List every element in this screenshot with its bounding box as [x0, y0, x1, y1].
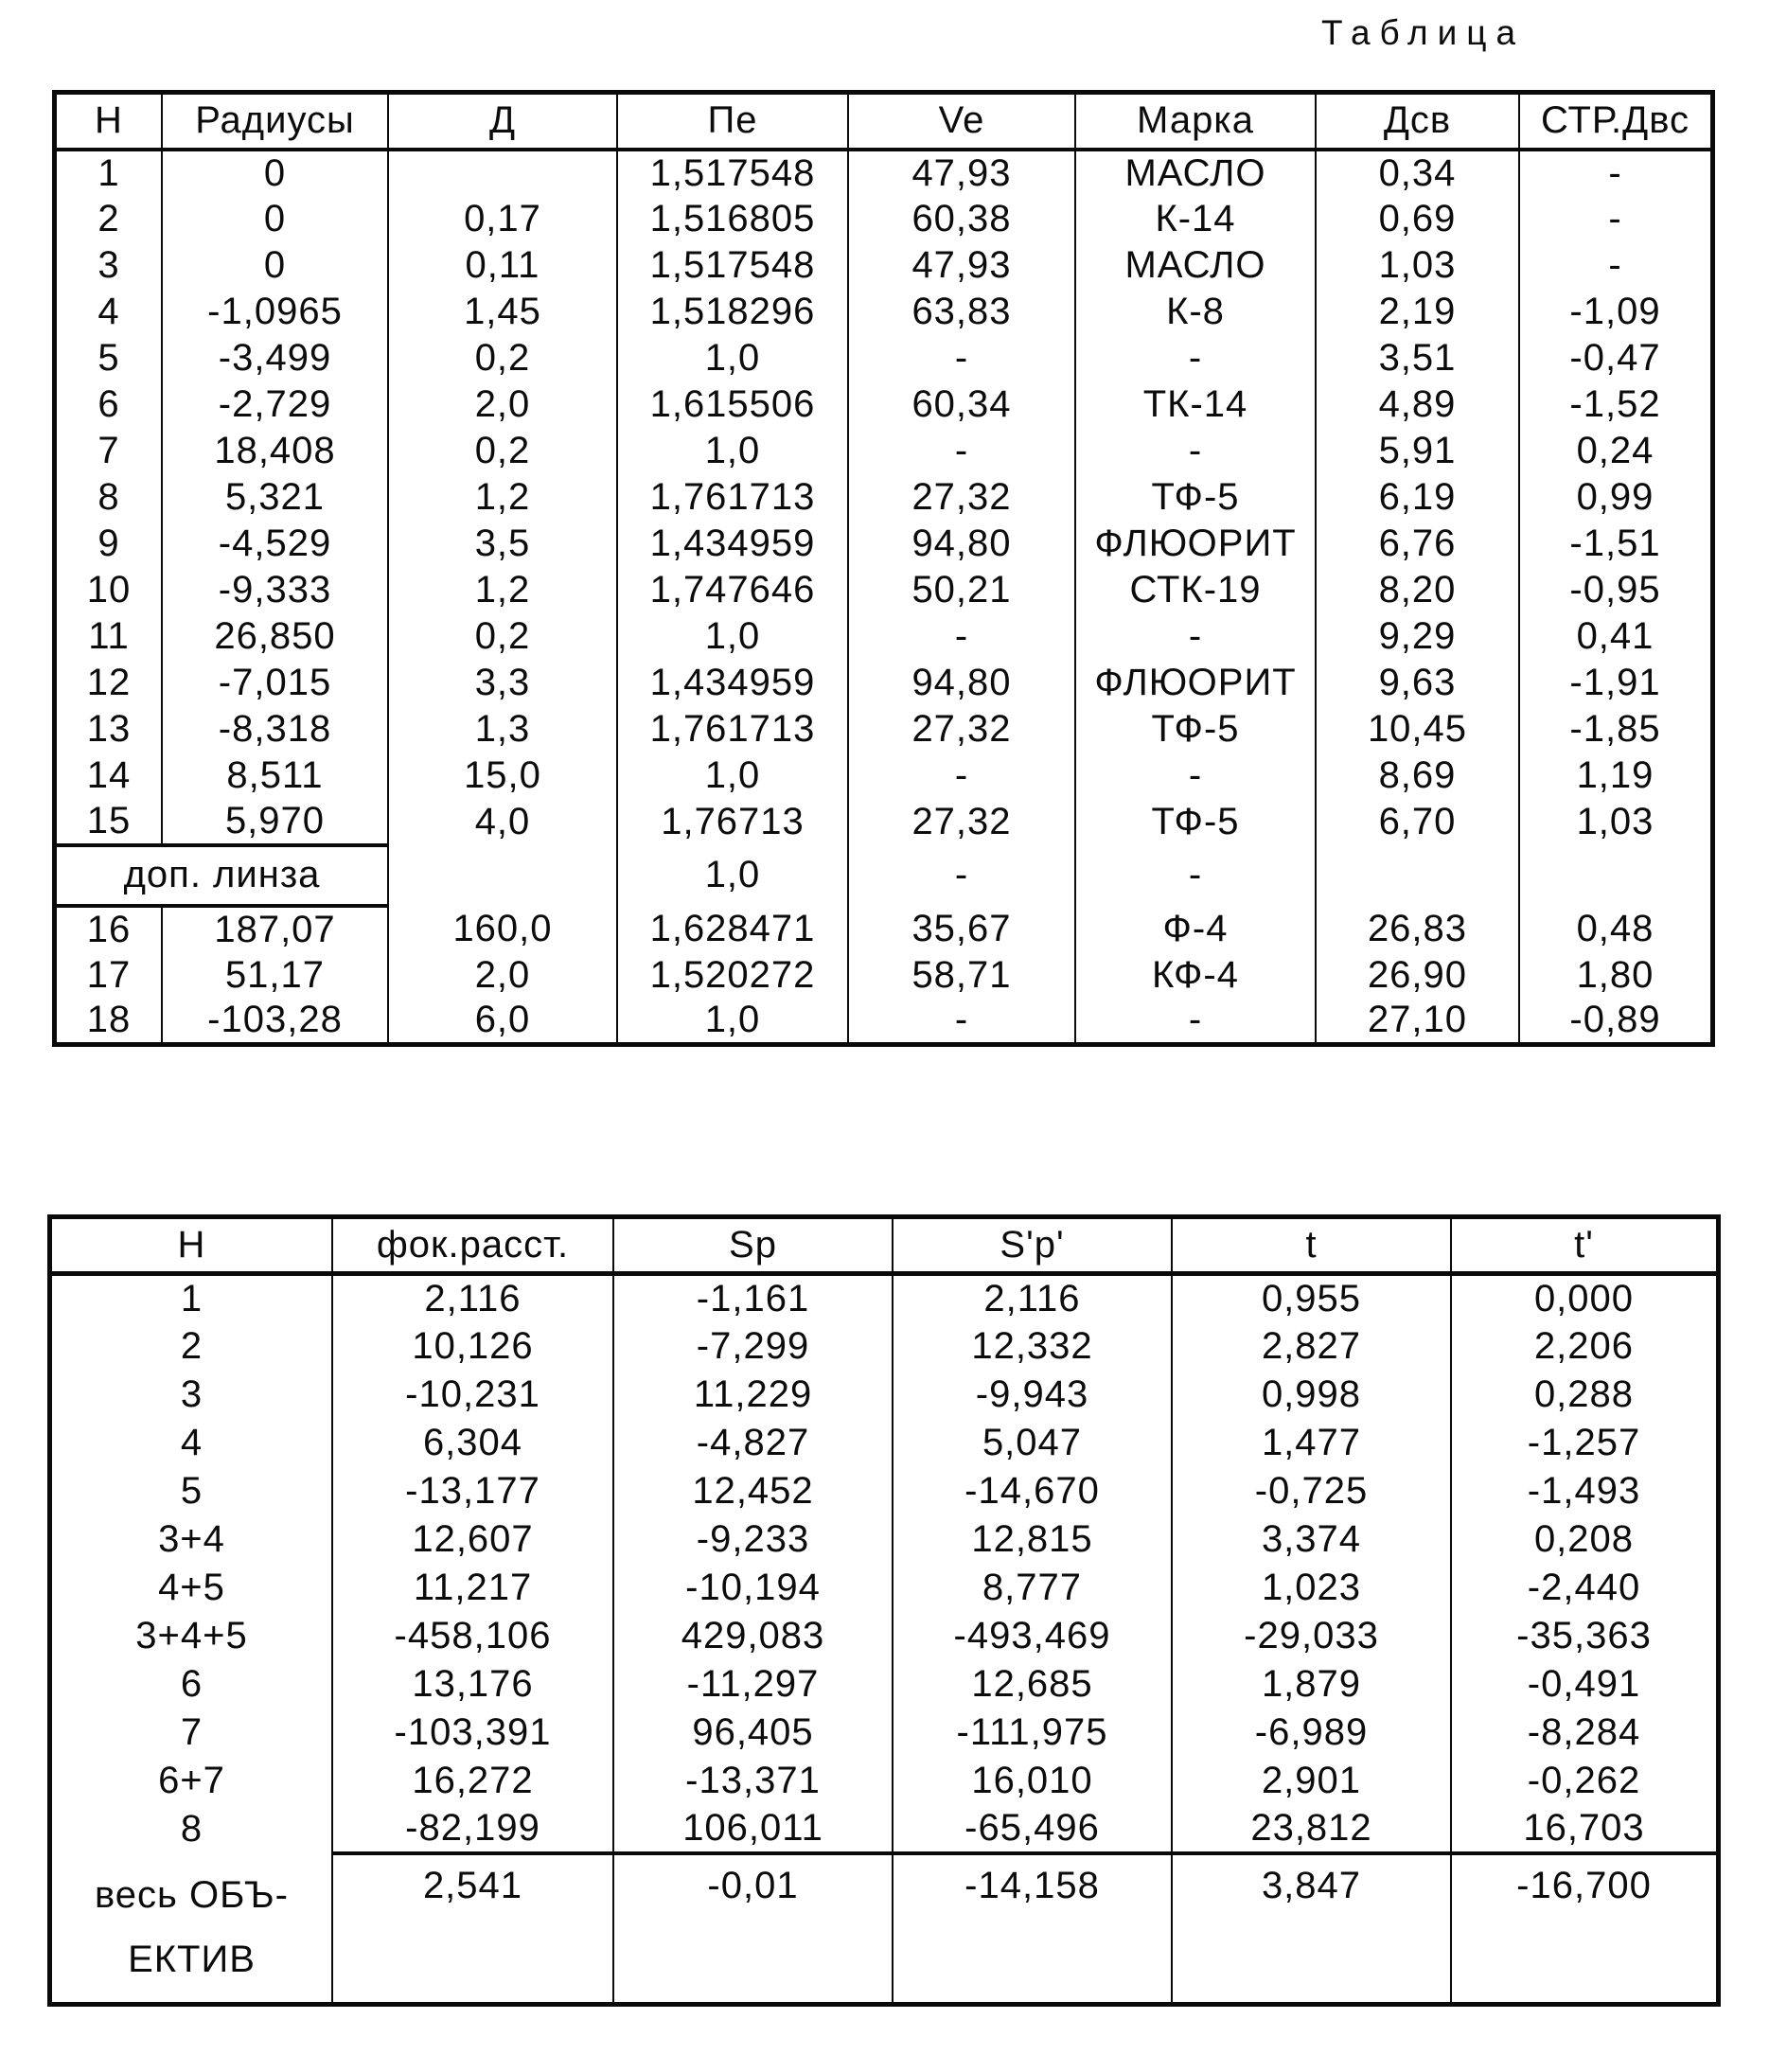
surface-row: [55, 196, 1713, 242]
surface-cell: 1,615506: [617, 381, 848, 428]
parameter-cell: 2,541: [332, 1853, 613, 2005]
surface-cell: 1: [55, 150, 163, 196]
parameter-row: [50, 1709, 1719, 1757]
parameter-cell: 2,116: [893, 1274, 1172, 1322]
surface-cell: 11: [55, 613, 163, 660]
surface-cell: -4,529: [162, 521, 388, 567]
surface-cell: -9,333: [162, 567, 388, 613]
surface-row: [55, 952, 1713, 999]
surface-cell: 10,45: [1316, 706, 1519, 753]
parameter-cell: -7,299: [613, 1322, 893, 1371]
surface-cell: 5,91: [1316, 428, 1519, 474]
surface-cell: ФЛЮОРИТ: [1075, 521, 1316, 567]
column-header: S'p': [893, 1217, 1172, 1274]
surface-cell: -: [1075, 845, 1316, 906]
surface-cell: -: [1519, 242, 1713, 289]
surface-cell: 27,10: [1316, 999, 1519, 1045]
parameter-cell: -10,194: [613, 1564, 893, 1612]
parameter-cell: 5,047: [893, 1419, 1172, 1467]
surface-row: [55, 381, 1713, 428]
surface-cell: 6,70: [1316, 799, 1519, 845]
focal-parameters-table: [47, 1214, 1721, 2007]
surface-cell: 7: [55, 428, 163, 474]
parameter-cell: 12,332: [893, 1322, 1172, 1371]
surface-row: [55, 428, 1713, 474]
surface-cell: 1,76713: [617, 799, 848, 845]
parameter-cell: 0,955: [1172, 1274, 1451, 1322]
surface-cell: 1,747646: [617, 567, 848, 613]
parameter-cell: -0,491: [1451, 1660, 1719, 1709]
surface-cell: 6,76: [1316, 521, 1519, 567]
surface-cell: 5,970: [162, 799, 388, 845]
surface-cell: 50,21: [848, 567, 1075, 613]
surface-cell: 14: [55, 753, 163, 799]
surface-cell: 3,3: [388, 660, 617, 706]
surface-cell: 0,34: [1316, 150, 1519, 196]
parameter-cell: -9,233: [613, 1515, 893, 1564]
parameter-cell: 5: [50, 1467, 333, 1515]
parameter-cell: -1,493: [1451, 1467, 1719, 1515]
surface-cell: 60,34: [848, 381, 1075, 428]
surface-cell: 0,24: [1519, 428, 1713, 474]
surface-cell: 1,45: [388, 289, 617, 335]
surface-cell: 160,0: [388, 906, 617, 952]
surface-cell: [388, 845, 617, 906]
parameter-cell: -0,01: [613, 1853, 893, 2005]
parameter-cell: 16,272: [332, 1757, 613, 1805]
parameter-cell: -1,161: [613, 1274, 893, 1322]
surface-cell: 60,38: [848, 196, 1075, 242]
surface-cell: 3: [55, 242, 163, 289]
surface-cell: 94,80: [848, 521, 1075, 567]
parameter-cell: 2,206: [1451, 1322, 1719, 1371]
parameter-cell: 0,000: [1451, 1274, 1719, 1322]
parameter-cell: 8,777: [893, 1564, 1172, 1612]
surface-cell: 26,90: [1316, 952, 1519, 999]
surface-cell: 0,69: [1316, 196, 1519, 242]
parameter-cell: 3+4+5: [50, 1612, 333, 1660]
parameter-cell: -10,231: [332, 1371, 613, 1419]
surface-cell: -8,318: [162, 706, 388, 753]
surface-cell: 2,0: [388, 381, 617, 428]
parameter-cell: -0,725: [1172, 1467, 1451, 1515]
surface-cell: 3,51: [1316, 335, 1519, 381]
surface-cell: -: [1519, 196, 1713, 242]
surface-cell: 47,93: [848, 242, 1075, 289]
surface-cell: 4,89: [1316, 381, 1519, 428]
surface-cell: 1,516805: [617, 196, 848, 242]
surface-row: [55, 567, 1713, 613]
surface-cell: 0,99: [1519, 474, 1713, 521]
surface-cell: -: [848, 753, 1075, 799]
surface-cell: 1,2: [388, 567, 617, 613]
parameter-cell: 6: [50, 1660, 333, 1709]
surface-cell: 58,71: [848, 952, 1075, 999]
surface-cell: 12: [55, 660, 163, 706]
surface-row: [55, 999, 1713, 1045]
parameter-cell: 3: [50, 1371, 333, 1419]
surface-cell: 0,2: [388, 428, 617, 474]
parameter-cell: 0,998: [1172, 1371, 1451, 1419]
parameter-cell: 1,023: [1172, 1564, 1451, 1612]
parameter-row: [50, 1805, 1719, 1853]
parameter-cell: 10,126: [332, 1322, 613, 1371]
surface-cell: 1,0: [617, 845, 848, 906]
surface-cell: -0,95: [1519, 567, 1713, 613]
parameter-cell: -103,391: [332, 1709, 613, 1757]
surface-cell: -7,015: [162, 660, 388, 706]
table2-header-row: [50, 1217, 1719, 1274]
surface-cell: 5: [55, 335, 163, 381]
column-header: t': [1451, 1217, 1719, 1274]
surface-cell: 10: [55, 567, 163, 613]
surface-cell: -103,28: [162, 999, 388, 1045]
column-header: СТР.Двс: [1519, 93, 1713, 150]
parameter-cell: -14,670: [893, 1467, 1172, 1515]
parameter-cell: 3,374: [1172, 1515, 1451, 1564]
surface-cell: ТФ-5: [1075, 706, 1316, 753]
surface-cell: ТФ-5: [1075, 474, 1316, 521]
parameter-cell: -458,106: [332, 1612, 613, 1660]
surface-cell: К-8: [1075, 289, 1316, 335]
surface-cell: 51,17: [162, 952, 388, 999]
parameter-cell: -16,700: [1451, 1853, 1719, 2005]
surface-cell: -: [848, 335, 1075, 381]
parameter-cell: -111,975: [893, 1709, 1172, 1757]
parameter-cell: 11,229: [613, 1371, 893, 1419]
parameter-row: [50, 1371, 1719, 1419]
surface-row: [55, 474, 1713, 521]
parameter-row: [50, 1274, 1719, 1322]
surface-cell: -: [1075, 613, 1316, 660]
surface-cell: 1,19: [1519, 753, 1713, 799]
surface-cell: -: [1075, 753, 1316, 799]
surface-cell: 1,0: [617, 335, 848, 381]
surface-cell: -1,52: [1519, 381, 1713, 428]
surface-cell: 2: [55, 196, 163, 242]
parameter-cell: 2,901: [1172, 1757, 1451, 1805]
surface-cell: 18: [55, 999, 163, 1045]
parameter-cell: 7: [50, 1709, 333, 1757]
surface-cell: 15: [55, 799, 163, 845]
surface-cell: 6: [55, 381, 163, 428]
parameter-cell: -8,284: [1451, 1709, 1719, 1757]
surface-cell: 9,29: [1316, 613, 1519, 660]
parameter-cell: 13,176: [332, 1660, 613, 1709]
surface-cell: 27,32: [848, 706, 1075, 753]
parameter-cell: 12,685: [893, 1660, 1172, 1709]
column-header: Радиусы: [162, 93, 388, 150]
surface-cell: 9,63: [1316, 660, 1519, 706]
column-header: Sp: [613, 1217, 893, 1274]
parameter-row: [50, 1467, 1719, 1515]
surface-cell: 8: [55, 474, 163, 521]
surface-cell: -2,729: [162, 381, 388, 428]
surface-cell: 47,93: [848, 150, 1075, 196]
surface-cell: 26,850: [162, 613, 388, 660]
surface-row: [55, 799, 1713, 845]
surface-cell: 8,511: [162, 753, 388, 799]
parameter-cell: 96,405: [613, 1709, 893, 1757]
surface-cell: 2,0: [388, 952, 617, 999]
surface-cell: 0,11: [388, 242, 617, 289]
surface-cell: МАСЛО: [1075, 150, 1316, 196]
surface-cell: 0,2: [388, 335, 617, 381]
surface-row: [55, 242, 1713, 289]
surface-cell: 1,0: [617, 999, 848, 1045]
parameter-cell: -1,257: [1451, 1419, 1719, 1467]
surface-cell: ТФ-5: [1075, 799, 1316, 845]
surface-cell: МАСЛО: [1075, 242, 1316, 289]
parameter-row: [50, 1612, 1719, 1660]
surface-row: [55, 613, 1713, 660]
surface-cell: 27,32: [848, 799, 1075, 845]
surface-cell: 27,32: [848, 474, 1075, 521]
parameter-cell: -13,177: [332, 1467, 613, 1515]
surface-cell: 0: [162, 196, 388, 242]
surface-cell: 8,20: [1316, 567, 1519, 613]
parameter-cell: 16,703: [1451, 1805, 1719, 1853]
parameter-row: [50, 1660, 1719, 1709]
column-header: Н: [50, 1217, 333, 1274]
surface-cell: 1,761713: [617, 706, 848, 753]
surface-cell: 0: [162, 150, 388, 196]
surface-cell: -: [1075, 335, 1316, 381]
surface-cell: 9: [55, 521, 163, 567]
parameter-cell: 12,607: [332, 1515, 613, 1564]
column-header: Н: [55, 93, 163, 150]
parameter-row: [50, 1419, 1719, 1467]
parameter-cell: -2,440: [1451, 1564, 1719, 1612]
surface-row: [55, 706, 1713, 753]
column-header: Ve: [848, 93, 1075, 150]
surface-cell: 1,518296: [617, 289, 848, 335]
surface-cell: -: [1519, 150, 1713, 196]
page-title: Таблица: [1321, 13, 1526, 52]
surface-cell: -: [848, 613, 1075, 660]
parameter-row: [50, 1515, 1719, 1564]
column-header: Дсв: [1316, 93, 1519, 150]
surface-cell: 1,2: [388, 474, 617, 521]
surface-cell: 6,0: [388, 999, 617, 1045]
parameter-cell: 8: [50, 1805, 333, 1853]
surface-cell: 4: [55, 289, 163, 335]
surface-cell: -: [848, 845, 1075, 906]
parameter-cell: -11,297: [613, 1660, 893, 1709]
parameter-cell: 16,010: [893, 1757, 1172, 1805]
surface-cell: 1,3: [388, 706, 617, 753]
surface-cell: 1,517548: [617, 150, 848, 196]
parameter-cell: 12,452: [613, 1467, 893, 1515]
parameter-cell: 1,879: [1172, 1660, 1451, 1709]
extra-lens-label: доп. линза: [55, 845, 389, 906]
extra-lens-row: [55, 845, 1713, 906]
surface-cell: 35,67: [848, 906, 1075, 952]
surface-cell: 0,17: [388, 196, 617, 242]
surface-cell: [1519, 845, 1713, 906]
parameter-row: [50, 1564, 1719, 1612]
parameter-row: [50, 1322, 1719, 1371]
parameter-cell: -493,469: [893, 1612, 1172, 1660]
parameter-cell: -13,371: [613, 1757, 893, 1805]
parameter-cell: 2,827: [1172, 1322, 1451, 1371]
parameter-cell: 2,116: [332, 1274, 613, 1322]
surface-cell: 1,0: [617, 428, 848, 474]
surface-cell: 0: [162, 242, 388, 289]
surface-cell: 187,07: [162, 906, 388, 952]
surface-cell: 13: [55, 706, 163, 753]
column-header: t: [1172, 1217, 1451, 1274]
parameter-cell: -9,943: [893, 1371, 1172, 1419]
surface-cell: КФ-4: [1075, 952, 1316, 999]
parameter-cell: 2: [50, 1322, 333, 1371]
surface-cell: 3,5: [388, 521, 617, 567]
surface-cell: 1,0: [617, 753, 848, 799]
parameter-cell: 11,217: [332, 1564, 613, 1612]
surface-cell: 1,0: [617, 613, 848, 660]
column-header: фок.расст.: [332, 1217, 613, 1274]
surface-cell: 26,83: [1316, 906, 1519, 952]
surface-cell: ТК-14: [1075, 381, 1316, 428]
surface-cell: 2,19: [1316, 289, 1519, 335]
column-header: Марка: [1075, 93, 1316, 150]
surface-row: [55, 906, 1713, 952]
parameter-cell: -29,033: [1172, 1612, 1451, 1660]
parameter-cell: 0,208: [1451, 1515, 1719, 1564]
column-header: Д: [388, 93, 617, 150]
parameter-cell: -14,158: [893, 1853, 1172, 2005]
parameter-row: [50, 1757, 1719, 1805]
parameter-cell: 0,288: [1451, 1371, 1719, 1419]
surface-cell: -0,89: [1519, 999, 1713, 1045]
lens-surfaces-table: [52, 90, 1715, 1047]
surface-cell: 1,03: [1316, 242, 1519, 289]
surface-cell: -1,85: [1519, 706, 1713, 753]
whole-objective-label: весь ОБЪ- ЕКТИВ: [50, 1853, 333, 2005]
surface-cell: 63,83: [848, 289, 1075, 335]
surface-cell: [1316, 845, 1519, 906]
surface-row: [55, 150, 1713, 196]
surface-cell: ФЛЮОРИТ: [1075, 660, 1316, 706]
surface-row: [55, 660, 1713, 706]
surface-cell: 4,0: [388, 799, 617, 845]
surface-cell: -1,09: [1519, 289, 1713, 335]
surface-cell: 6,19: [1316, 474, 1519, 521]
surface-cell: 1,80: [1519, 952, 1713, 999]
parameter-cell: 12,815: [893, 1515, 1172, 1564]
surface-cell: 5,321: [162, 474, 388, 521]
surface-cell: -3,499: [162, 335, 388, 381]
parameter-cell: 3,847: [1172, 1853, 1451, 2005]
surface-cell: 1,517548: [617, 242, 848, 289]
surface-cell: Ф-4: [1075, 906, 1316, 952]
parameter-cell: 106,011: [613, 1805, 893, 1853]
parameter-cell: 429,083: [613, 1612, 893, 1660]
surface-cell: 0,41: [1519, 613, 1713, 660]
surface-cell: -0,47: [1519, 335, 1713, 381]
parameter-cell: 1: [50, 1274, 333, 1322]
surface-cell: 17: [55, 952, 163, 999]
surface-cell: 0,48: [1519, 906, 1713, 952]
surface-row: [55, 289, 1713, 335]
surface-cell: 1,434959: [617, 521, 848, 567]
surface-cell: -: [1075, 428, 1316, 474]
parameter-cell: 1,477: [1172, 1419, 1451, 1467]
surface-cell: 1,761713: [617, 474, 848, 521]
table1-header-row: [55, 93, 1713, 150]
surface-cell: 18,408: [162, 428, 388, 474]
surface-cell: -: [1075, 999, 1316, 1045]
surface-cell: -: [848, 999, 1075, 1045]
surface-cell: -: [848, 428, 1075, 474]
parameter-cell: -4,827: [613, 1419, 893, 1467]
parameter-cell: 4+5: [50, 1564, 333, 1612]
surface-cell: 1,03: [1519, 799, 1713, 845]
surface-cell: 0,2: [388, 613, 617, 660]
parameter-cell: 6,304: [332, 1419, 613, 1467]
parameter-cell: -6,989: [1172, 1709, 1451, 1757]
parameter-cell: 23,812: [1172, 1805, 1451, 1853]
parameter-cell: -82,199: [332, 1805, 613, 1853]
surface-cell: -1,91: [1519, 660, 1713, 706]
surface-cell: [388, 150, 617, 196]
surface-cell: К-14: [1075, 196, 1316, 242]
parameter-cell: 6+7: [50, 1757, 333, 1805]
parameter-cell: 4: [50, 1419, 333, 1467]
surface-cell: 1,434959: [617, 660, 848, 706]
surface-cell: 15,0: [388, 753, 617, 799]
surface-cell: 16: [55, 906, 163, 952]
column-header: Пе: [617, 93, 848, 150]
surface-cell: 1,520272: [617, 952, 848, 999]
surface-row: [55, 335, 1713, 381]
surface-cell: 8,69: [1316, 753, 1519, 799]
parameter-cell: 3+4: [50, 1515, 333, 1564]
surface-cell: 94,80: [848, 660, 1075, 706]
surface-cell: СТК-19: [1075, 567, 1316, 613]
parameter-cell: -65,496: [893, 1805, 1172, 1853]
surface-cell: -1,51: [1519, 521, 1713, 567]
surface-row: [55, 521, 1713, 567]
parameter-cell: -35,363: [1451, 1612, 1719, 1660]
surface-cell: -1,0965: [162, 289, 388, 335]
surface-row: [55, 753, 1713, 799]
whole-objective-row: [50, 1853, 1719, 2005]
parameter-cell: -0,262: [1451, 1757, 1719, 1805]
surface-cell: 1,628471: [617, 906, 848, 952]
